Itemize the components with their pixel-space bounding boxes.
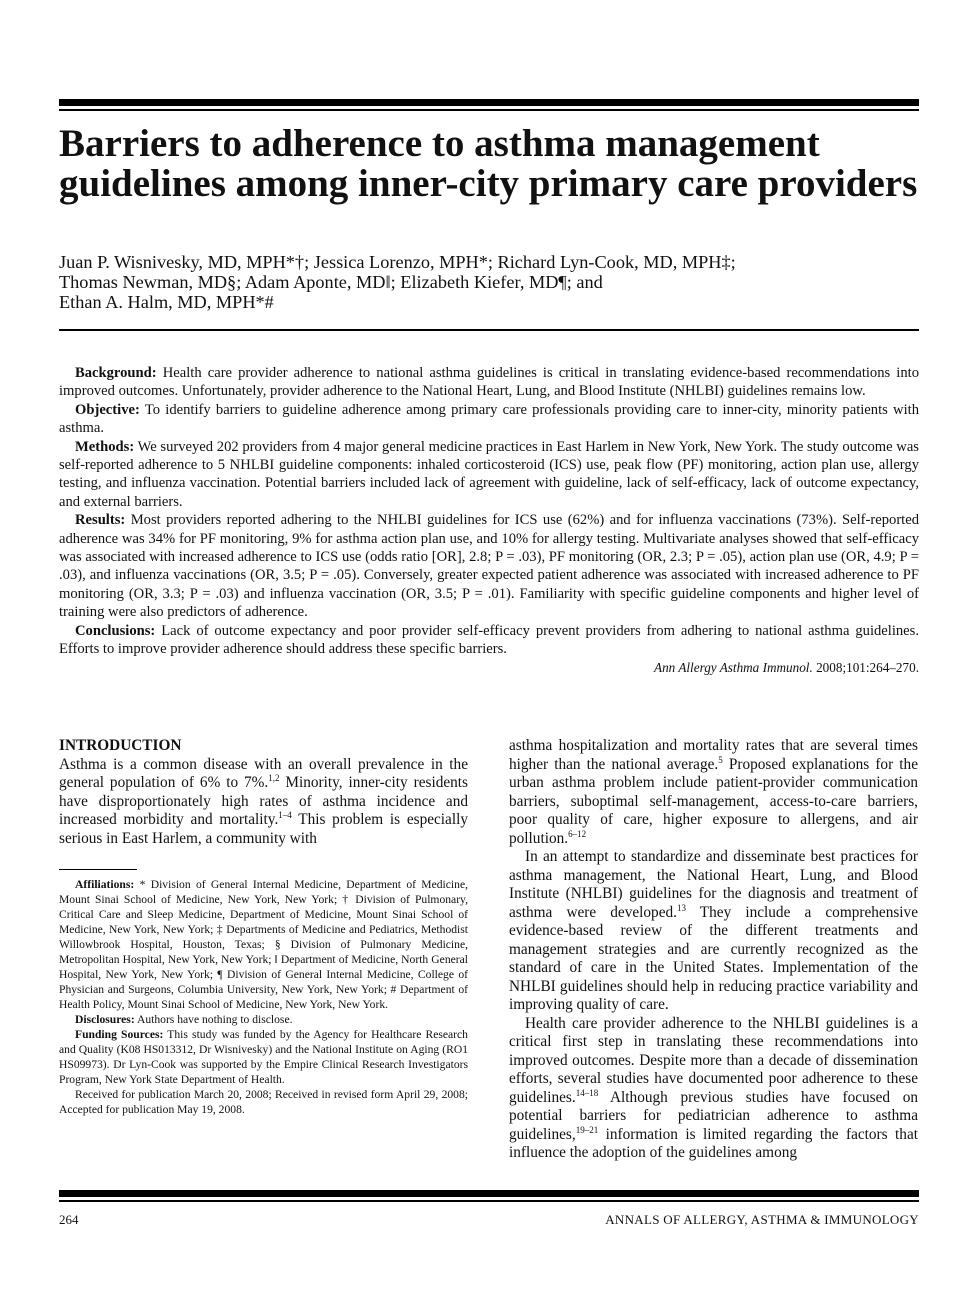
disclosures: Disclosures: Authors have nothing to disclose. [75, 1013, 293, 1026]
article-title: Barriers to adherence to asthma management guidelines among inner-city primary care providers [59, 122, 918, 205]
bottom-rule-thin [59, 1200, 919, 1202]
section-label: Methods: [75, 438, 135, 455]
reference-mark: 1,2 [268, 772, 280, 783]
reference-mark: 5 [718, 754, 723, 765]
author-line: Ethan A. Halm, MD, MPH*# [59, 292, 274, 312]
top-rule-thin [59, 109, 919, 111]
reference-mark: 1–4 [278, 809, 292, 820]
section-label: Conclusions: [75, 622, 156, 639]
page-number: 264 [59, 1212, 79, 1227]
author-list [59, 252, 919, 312]
abstract [59, 364, 919, 677]
right-column [509, 737, 918, 1163]
citation: Ann Allergy Asthma Immunol. 2008;101:264–270. [654, 659, 919, 675]
reference-mark: 13 [676, 902, 686, 913]
intro-column [59, 737, 468, 848]
reference-mark: 19–21 [575, 1124, 599, 1135]
abstract-background: Background: Health care provider adherence to national asthma guidelines is critical in translating evidence-based recommendations into improved outcomes. Unfortunately, provider adherence to the National Heart, Lung, and Blood Institute (NHLBI) guidelines remains low. [59, 365, 919, 400]
received-dates: Received for publication March 20, 2008; Received in revised form April 29, 2008; Accepted for publication May 19, 2008. [59, 1088, 468, 1116]
author-line: Thomas Newman, MD§; Adam Aponte, MD‖; Elizabeth Kiefer, MD¶; and [59, 272, 603, 292]
section-label: Background: [75, 365, 157, 381]
article-notes [59, 877, 468, 1117]
footnote-separator [59, 869, 137, 870]
top-rule-thick [59, 99, 919, 106]
body-paragraph: asthma hospitalization and mortality rates that are several times higher than the national average.$^5$ Proposed explanations for the urban asthma problem include patient-provider communication barriers, suboptimal self-management, access-to-care barriers, poor quality of care, higher exposure to allergens, and air pollution.$^{6-12}$ [509, 737, 918, 847]
author-line: Juan P. Wisnivesky, MD, MPH*†; Jessica Lorenzo, MPH*; Richard Lyn-Cook, MD, MPH‡; [59, 252, 736, 272]
journal-name: ANNALS OF ALLERGY, ASTHMA & IMMUNOLOGY [605, 1212, 919, 1227]
abstract-methods: Methods: We surveyed 202 providers from 4 major general medicine practices in East Harlem in New York, New York. The study outcome was self-reported adherence to 5 NHLBI guideline components: inhaled corticosteroid (ICS) use, peak flow (PF) monitoring, action plan use, allergy testing, and influenza vaccination. Potential barriers included lack of agreement with guideline, lack of self-efficacy, lack of outcome expectancy, and external barriers. [59, 438, 919, 510]
reference-mark: 6–12 [568, 828, 587, 839]
section-heading: INTRODUCTION [59, 737, 182, 754]
reference-mark: 14–18 [575, 1087, 599, 1098]
bottom-rule-thick [59, 1190, 919, 1197]
abstract-results: Results: Most providers reported adhering to the NHLBI guidelines for ICS use (62%) and for influenza vaccinations (73%). Self-reported adherence was 34% for PF monitoring, 9% for asthma action plan use, and 10% for allergy testing. Multivariate analyses showed that self-efficacy was associated with increased adherence to ICS use (odds ratio [OR], 2.8; P = .03), PF monitoring (OR, 2.3; P = .05), action plan use (OR, 4.9; P = .03), and influenza vaccinations (OR, 3.5; P = .05). Conversely, greater expected patient adherence was associated with increased adherence to PF monitoring (OR, 3.3; P = .03) and influenza vaccination (OR, 3.5; P = .01). Familiarity with specific guideline components and higher level of training were also predictors of adherence. [59, 512, 920, 621]
section-label: Objective: [75, 401, 140, 418]
body-paragraph: Health care provider adherence to the NHLBI guidelines is a critical first step in translating these recommendations into improved outcomes. Despite more than a decade of dissemination efforts, several studies have documented poor adherence to these guidelines.$^{14-18}$ Although previous studies have focused on potential barriers for pediatrician adherence to asthma guidelines,$^{19-21}$ information is limited regarding the factors that influence the adoption of the guidelines among [509, 1014, 918, 1161]
funding-sources: Funding Sources: This study was funded by the Agency for Healthcare Research and Quality (K08 HS013312, Dr Wisnivesky) and the National Institute on Aging (RO1 HS09973). Dr Lyn-Cook was supported by the Empire Clinical Research Investigators Program, New York State Department of Health. [59, 1028, 468, 1086]
body-paragraph: In an attempt to standardize and disseminate best practices for asthma management, the National Heart, Lung, and Blood Institute (NHLBI) guidelines for the diagnosis and treatment of asthma were developed.$^{13}$ They include a comprehensive evidence-based review of the different treatments and management strategies and are currently recognized as the standard of care in the United States. Implementation of the NHLBI guidelines should help in reducing practice variability and improving quality of care. [509, 848, 918, 1013]
section-label: Results: [75, 512, 126, 529]
abstract-top-rule [59, 329, 919, 331]
abstract-conclusions: Conclusions: Lack of outcome expectancy and poor provider self-efficacy prevent providers from adhering to national asthma guidelines. Efforts to improve provider adherence should address these specific barriers. [59, 622, 919, 658]
abstract-objective: Objective: To identify barriers to guideline adherence among primary care professionals providing care to inner-city, minority patients with asthma. [59, 401, 919, 437]
affiliations: Affiliations: * Division of General Internal Medicine, Department of Medicine, Mount Sinai School of Medicine, New York, New York; † Division of Pulmonary, Critical Care and Sleep Medicine, Department of Medicine, Mount Sinai School of Medicine, New York, New York; ‡ Departments of Medicine and Pediatrics, Methodist Willowbrook Hospital, Houston, Texas; § Division of Pulmonary Medicine, Metropolitan Hospital, New York, New York; ‖ Department of Medicine, North General Hospital, New York, New York; ¶ Division of General Internal Medicine, College of Physician and Surgeons, Columbia University, New York, New York; # Department of Health Policy, Mount Sinai School of Medicine, New York, New York. [59, 878, 468, 1011]
intro-paragraph: Asthma is a common disease with an overall prevalence in the general population of 6% to 7%.$^{1,2}$ Minority, inner-city residents have disproportionately high rates of asthma incidence and increased morbidity and mortality.$^{1-4}$ This problem is especially serious in East Harlem, a community with [59, 755, 468, 847]
